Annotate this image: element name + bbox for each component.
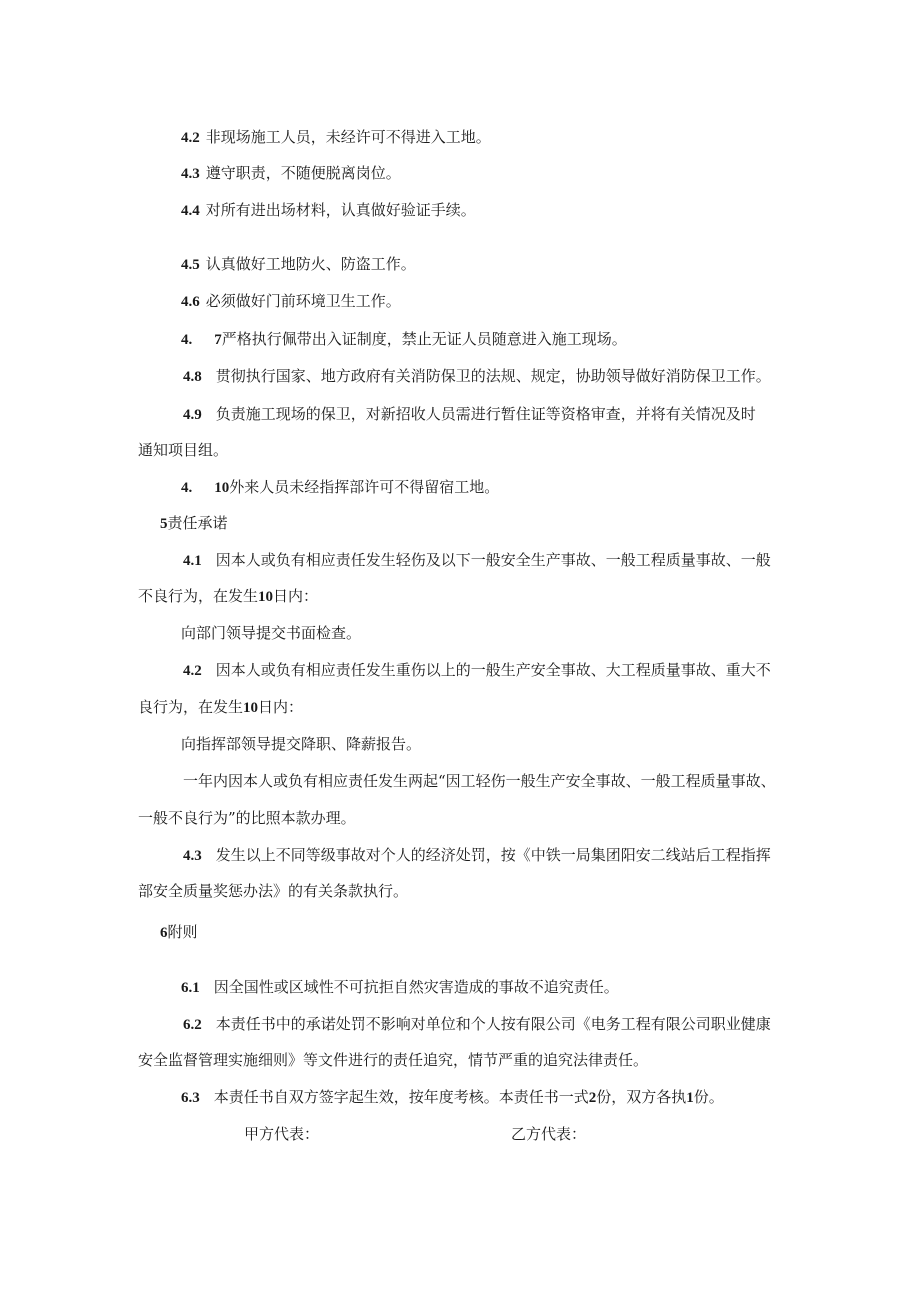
- item-4-10: [181, 477, 499, 498]
- item-text: 部安全质量奖惩办法》的有关条款执行。: [138, 882, 409, 900]
- item-text: 必须做好门前环境卫生工作。: [205, 292, 401, 310]
- item-number: 4.3: [181, 166, 200, 182]
- commitment-4-1: [183, 550, 771, 571]
- commitment-4-2-continued: [138, 697, 303, 718]
- commitment-4-2-action: [181, 734, 421, 754]
- item-number: 4.: [181, 480, 193, 496]
- section-number: 6: [160, 925, 168, 941]
- party-b-signature-label: [511, 1124, 586, 1144]
- item-text: 安全监督管理实施细则》等文件进行的责任追究，情节严重的追究法律责任。: [138, 1051, 649, 1069]
- item-text: 认真做好工地防火、防盗工作。: [205, 255, 416, 273]
- copy-count: 2: [588, 1090, 597, 1106]
- item-number: 4.2: [181, 130, 200, 146]
- item-text: 贯彻执行国家、地方政府有关消防保卫的法规、规定，协助领导做好消防保卫工作。: [215, 367, 771, 385]
- item-text: 向部门领导提交书面检查。: [181, 624, 362, 642]
- provision-6-3: [181, 1087, 724, 1108]
- item-number: 4.5: [181, 257, 200, 273]
- item-number: 6.2: [183, 1017, 202, 1033]
- item-number: 6.3: [181, 1090, 200, 1106]
- party-a-signature-label: [244, 1124, 319, 1144]
- item-4-6: [181, 291, 401, 312]
- section-6-heading: [160, 922, 198, 943]
- item-text: 因本人或负有相应责任发生重伤以上的一般生产安全事故、大工程质量事故、重大不: [215, 661, 771, 679]
- item-4-4: [181, 200, 476, 221]
- item-number: 4.6: [181, 294, 200, 310]
- section-5-heading: [160, 513, 228, 534]
- item-4-5: [181, 254, 416, 275]
- paragraph-text: 一般不良行为”的比照本款办理。: [138, 809, 356, 827]
- item-4-7: [181, 329, 627, 350]
- commitment-4-2: [183, 660, 771, 681]
- provision-6-2: [183, 1014, 771, 1035]
- section-title: 附则: [167, 923, 198, 941]
- paragraph-text: 一年内因本人或负有相应责任发生两起“因工轻伤一般生产安全事故、一般工程质量事故、: [183, 772, 776, 790]
- item-text: 本责任书自双方签字起生效，按年度考核。本责任书一式: [213, 1088, 589, 1106]
- item-4-8: [183, 366, 771, 387]
- item-text: 份，双方各执: [596, 1088, 687, 1106]
- item-number: 4.2: [183, 663, 202, 679]
- section-number: 5: [160, 516, 168, 532]
- item-number: 4.4: [181, 203, 200, 219]
- item-text: 良行为，在发生: [138, 698, 244, 716]
- item-number: 4.9: [183, 407, 202, 423]
- item-4-9: [183, 404, 756, 425]
- item-text: 向指挥部领导提交降职、降薪报告。: [181, 735, 422, 753]
- item-text: 本责任书中的承诺处罚不影响对单位和个人按有限公司《电务工程有限公司职业健康: [215, 1015, 771, 1033]
- day-count: 10: [258, 589, 274, 605]
- item-4-2: [181, 127, 491, 148]
- party-a-text: 甲方代表：: [244, 1125, 320, 1143]
- party-b-text: 乙方代表：: [511, 1125, 587, 1143]
- item-text: 发生以上不同等级事故对个人的经济处罚，按《中铁一局集团阳安二线站后工程指挥: [215, 846, 771, 864]
- item-text: 因本人或负有相应责任发生轻伤及以下一般安全生产事故、一般工程质量事故、一般: [215, 551, 771, 569]
- section-title: 责任承诺: [167, 514, 228, 532]
- item-number: 6.1: [181, 980, 200, 996]
- commitment-paragraph: [183, 771, 776, 791]
- copy-each: 1: [686, 1090, 694, 1106]
- item-text: 日内：: [273, 587, 319, 605]
- commitment-4-3-continued: [138, 881, 408, 901]
- item-text: 通知项目组。: [138, 441, 229, 459]
- commitment-4-3: [183, 845, 771, 866]
- provision-6-1: [181, 977, 619, 998]
- item-4-9-continued: [138, 440, 228, 460]
- commitment-paragraph-continued: [138, 808, 356, 828]
- item-number-suffix: 7: [214, 332, 222, 348]
- item-text: 严格执行佩带出入证制度，禁止无证人员随意进入施工现场。: [221, 330, 627, 348]
- item-text: 遵守职责，不随便脱离岗位。: [205, 164, 401, 182]
- day-count: 10: [243, 700, 259, 716]
- item-number-suffix: 10: [214, 480, 230, 496]
- item-number: 4.: [181, 332, 193, 348]
- item-text: 对所有进出场材料，认真做好验证手续。: [205, 201, 476, 219]
- item-text: 非现场施工人员，未经许可不得进入工地。: [205, 128, 491, 146]
- item-text: 日内：: [258, 698, 304, 716]
- item-number: 4.8: [183, 369, 202, 385]
- item-number: 4.3: [183, 848, 202, 864]
- item-text: 份。: [693, 1088, 724, 1106]
- item-text: 因全国性或区域性不可抗拒自然灾害造成的事故不追究责任。: [213, 978, 619, 996]
- item-4-3: [181, 163, 401, 184]
- item-text: 不良行为，在发生: [138, 587, 259, 605]
- item-number: 4.1: [183, 553, 202, 569]
- commitment-4-1-action: [181, 623, 361, 643]
- commitment-4-1-continued: [138, 586, 318, 607]
- item-text: 外来人员未经指挥部许可不得留宿工地。: [229, 478, 500, 496]
- item-text: 负责施工现场的保卫，对新招收人员需进行暂住证等资格审查，并将有关情况及时: [215, 405, 756, 423]
- provision-6-2-continued: [138, 1050, 648, 1070]
